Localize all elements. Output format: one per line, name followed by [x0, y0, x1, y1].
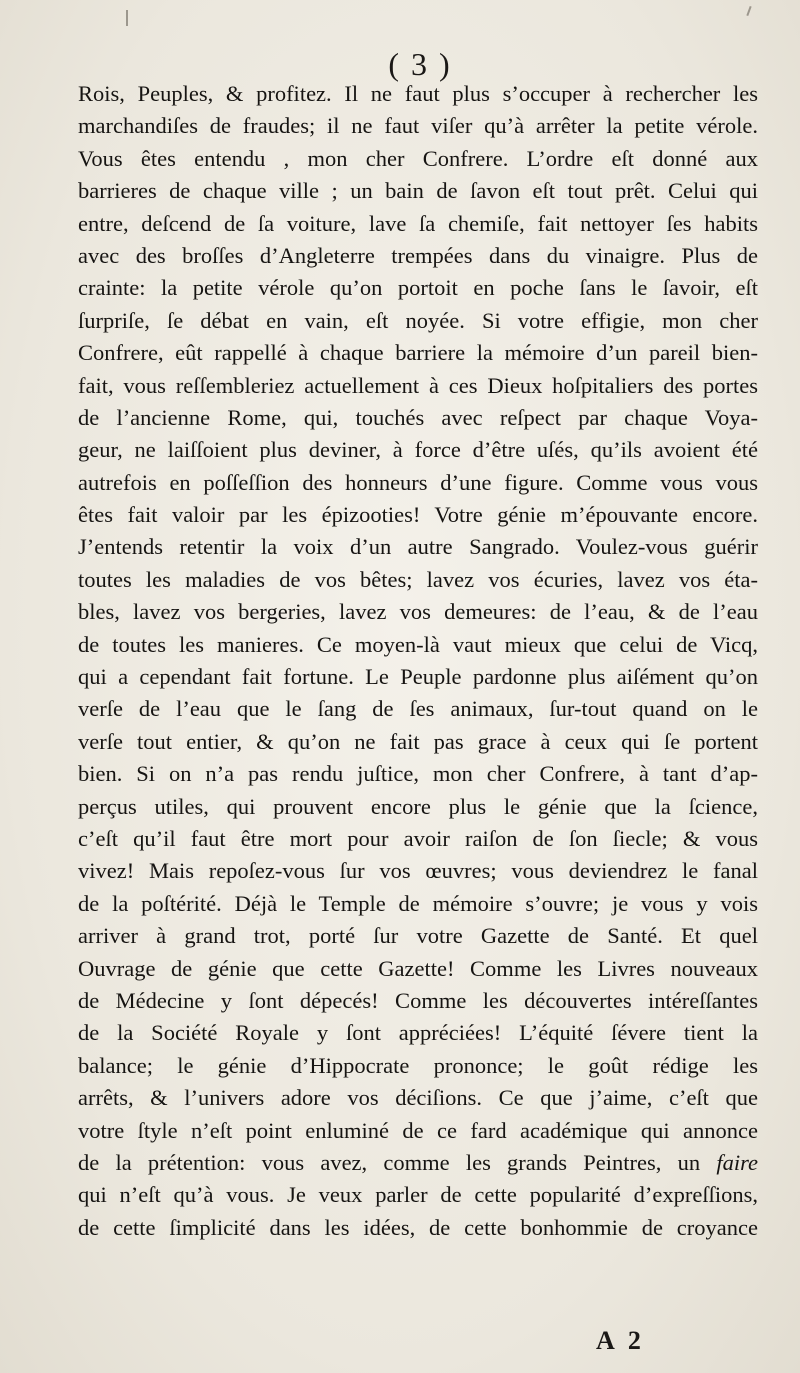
text-line: fait, vous reſſembleriez actuellement à ces Dieux hoſpitaliers des portes — [78, 372, 758, 398]
text-line: Ouvrage de génie que cette Gazette! Comme les Livres nouveaux — [78, 955, 758, 981]
text-line: Confrere, eût rappellé à chaque barriere la mémoire d’un pareil bien- — [78, 340, 758, 366]
body-text — [78, 78, 758, 1244]
text-line: c’eſt qu’il faut être mort pour avoir raiſon de ſon ſiecle; & vous — [78, 825, 758, 851]
text-line: balance; le génie d’Hippocrate prononce; le goût rédige les — [78, 1052, 758, 1078]
text-line: de l’ancienne Rome, qui, touchés avec reſpect par chaque Voya- — [78, 404, 758, 430]
text-line: vivez! Mais repoſez-vous ſur vos œuvres; vous deviendrez le fanal — [78, 858, 758, 884]
text-line: marchandiſes de fraudes; il ne faut viſer qu’à arrêter la petite vérole. — [78, 113, 758, 139]
text-line: êtes fait valoir par les épizooties! Votre génie m’épouvante encore. — [78, 502, 758, 528]
text-line: entre, deſcend de ſa voiture, lave ſa chemiſe, fait nettoyer ſes habits — [78, 210, 758, 236]
text-line-with-italic — [78, 1147, 758, 1179]
text-line: qui a cependant fait fortune. Le Peuple pardonne plus aiſément qu’on — [78, 664, 758, 690]
text-line: verſe tout entier, & qu’on ne fait pas grace à ceux qui ſe portent — [78, 728, 758, 754]
signature-mark: A 2 — [596, 1326, 645, 1355]
text-line: ſurpriſe, ſe débat en vain, eſt noyée. Si votre effigie, mon cher — [78, 307, 758, 333]
italic-word: faire — [716, 1149, 758, 1175]
text-line: autrefois en poſſeſſion des honneurs d’une figure. Comme vous vous — [78, 469, 758, 495]
page-number: ( 3 ) — [388, 46, 452, 82]
text-line: crainte: la petite vérole qu’on portoit en poche ſans le ſavoir, eſt — [78, 275, 758, 301]
text-line: votre ſtyle n’eſt point enluminé de ce fard académique qui annonce — [78, 1117, 758, 1143]
text-line: avec des broſſes d’Angleterre trempées dans du vinaigre. Plus de — [78, 242, 758, 268]
text-line: toutes les maladies de vos bêtes; lavez vos écuries, lavez vos éta- — [78, 566, 758, 592]
text-line: arriver à grand trot, porté ſur votre Gazette de Santé. Et quel — [78, 923, 758, 949]
text-line: verſe de l’eau que le ſang de ſes animaux, ſur-tout quand on le — [78, 696, 758, 722]
text-line: arrêts, & l’univers adore vos déciſions. Ce que j’aime, c’eſt que — [78, 1085, 758, 1111]
text-line: perçus utiles, qui prouvent encore plus le génie que la ſcience, — [78, 793, 758, 819]
text-line: de Médecine y ſont dépecés! Comme les découvertes intéreſſantes — [78, 987, 758, 1013]
text-line: barrieres de chaque ville ; un bain de ſavon eſt tout prêt. Celui qui — [78, 178, 758, 204]
paper-speck — [126, 10, 128, 26]
text-line: Rois, Peuples, & profitez. Il ne faut plus s’occuper à rechercher les — [78, 81, 758, 106]
text-line: qui n’eſt qu’à vous. Je veux parler de cette popularité d’expreſſions, — [78, 1182, 758, 1208]
paper-speck — [746, 6, 751, 16]
text-line: bien. Si on n’a pas rendu juſtice, mon cher Confrere, à tant d’ap- — [78, 761, 758, 787]
text-line: de la poſtérité. Déjà le Temple de mémoire s’ouvre; je vous y vois — [78, 890, 758, 916]
text-line: de toutes les manieres. Ce moyen-là vaut mieux que celui de Vicq, — [78, 631, 758, 657]
text-line: J’entends retentir la voix d’un autre Sangrado. Voulez-vous guérir — [78, 534, 758, 560]
text-line: Vous êtes entendu , mon cher Confrere. L’ordre eſt donné aux — [78, 145, 758, 171]
text-line: de la Société Royale y ſont appréciées! L’équité ſévere tient la — [78, 1020, 758, 1046]
text-line: geur, ne laiſſoient plus deviner, à force d’être uſés, qu’ils avoient été — [78, 437, 758, 463]
text-line: de cette ſimplicité dans les idées, de cette bonhommie de croyance — [78, 1214, 758, 1240]
text-line: bles, lavez vos bergeries, lavez vos demeures: de l’eau, & de l’eau — [78, 599, 758, 625]
text-line-start: de la prétention: vous avez, comme les grands Peintres, un — [78, 1149, 701, 1175]
